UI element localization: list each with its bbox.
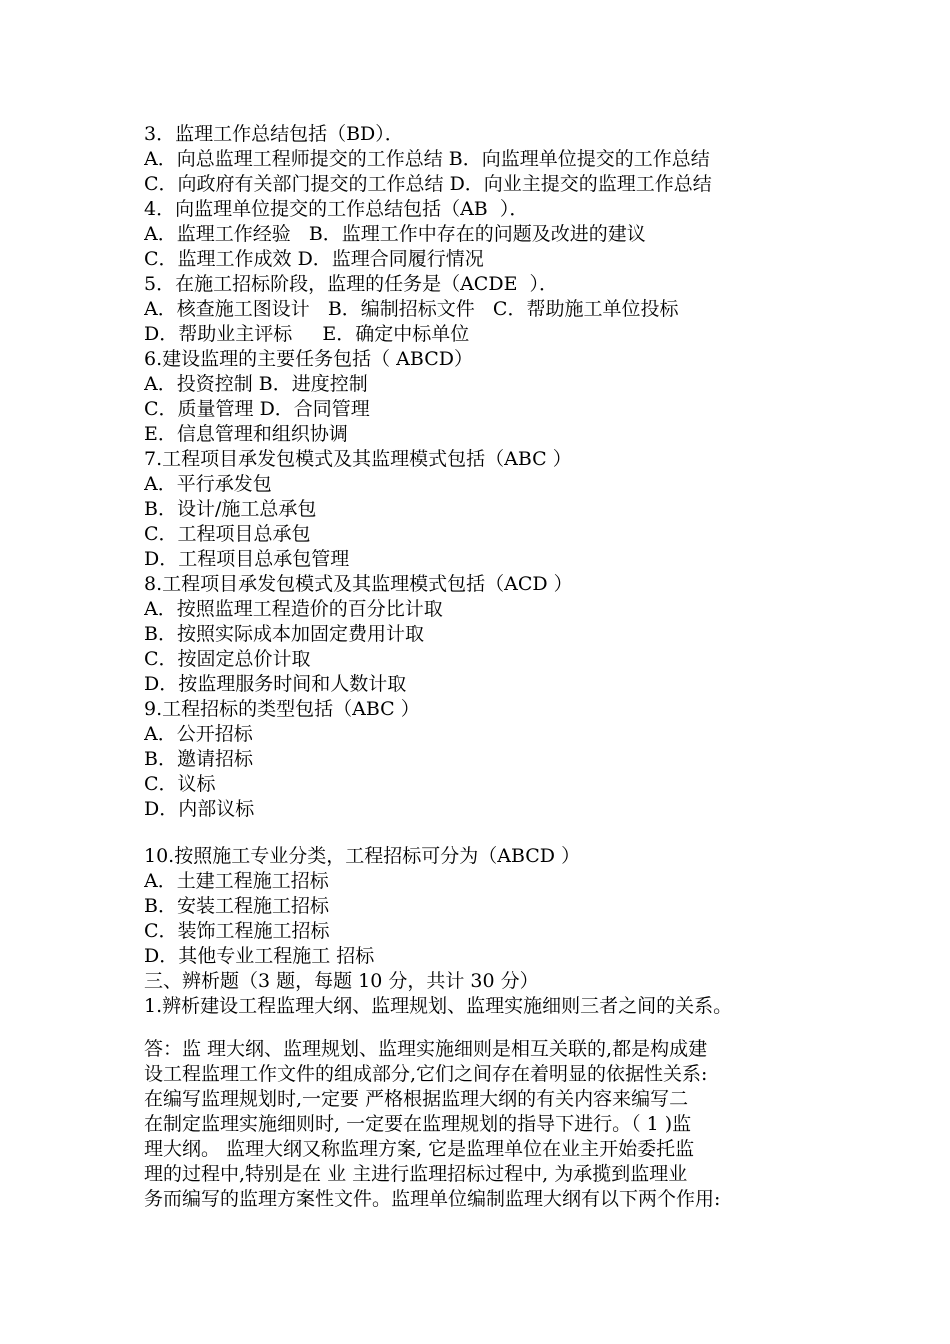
text-line: 8.工程项目承发包模式及其监理模式包括（ACD ） xyxy=(144,573,573,595)
text-line: 设工程监理工作文件的组成部分,它们之间存在着明显的依据性关系: xyxy=(144,1063,708,1085)
text-line: 答：监 理大纲、监理规划、监理实施细则是相互关联的,都是构成建 xyxy=(144,1038,708,1060)
document-page xyxy=(144,122,834,1212)
text-line: 在制定监理实施细则时, 一定要在监理规划的指导下进行。（ 1 )监 xyxy=(144,1113,692,1135)
text-line: B．按照实际成本加固定费用计取 xyxy=(144,623,424,645)
text-line: D．内部议标 xyxy=(144,798,255,820)
text-line: B．设计/施工总承包 xyxy=(144,498,317,520)
text-line: B．邀请招标 xyxy=(144,748,253,770)
blank-line xyxy=(144,1019,834,1037)
text-line: C．议标 xyxy=(144,773,216,795)
text-line: C．向政府有关部门提交的工作总结 D．向业主提交的监理工作总结 xyxy=(144,173,712,195)
text-line: A．土建工程施工招标 xyxy=(144,870,329,892)
text-line: C．工程项目总承包 xyxy=(144,523,311,545)
question-10-and-section-three xyxy=(144,844,834,1019)
text-line: 6.建设监理的主要任务包括（ ABCD） xyxy=(144,348,473,370)
text-line: 务而编写的监理方案性文件。监理单位编制监理大纲有以下两个作用: xyxy=(144,1188,721,1210)
text-line: 10.按照施工专业分类，工程招标可分为（ABCD ） xyxy=(144,845,581,867)
text-line: C．质量管理 D．合同管理 xyxy=(144,398,370,420)
text-line: 在编写监理规划时,一定要 严格根据监理大纲的有关内容来编写二 xyxy=(144,1088,689,1110)
text-line: D．其他专业工程施工 招标 xyxy=(144,945,375,967)
answer-paragraph xyxy=(144,1037,834,1212)
text-line: C．按固定总价计取 xyxy=(144,648,311,670)
text-line: D．工程项目总承包管理 xyxy=(144,548,350,570)
text-line: 9.工程招标的类型包括（ABC ） xyxy=(144,698,420,720)
text-line: A．监理工作经验 B．监理工作中存在的问题及改进的建议 xyxy=(144,223,646,245)
section-heading: 三、辨析题（3 题，每题 10 分，共计 30 分） xyxy=(144,970,539,992)
text-line: D．按监理服务时间和人数计取 xyxy=(144,673,407,695)
choice-questions-block xyxy=(144,122,834,822)
text-line: E．信息管理和组织协调 xyxy=(144,423,348,445)
text-line: 理的过程中,特别是在 业 主进行监理招标过程中, 为承揽到监理业 xyxy=(144,1163,688,1185)
text-line: A．核查施工图设计 B．编制招标文件 C．帮助施工单位投标 xyxy=(144,298,679,320)
text-line: C．监理工作成效 D．监理合同履行情况 xyxy=(144,248,484,270)
text-line: A．平行承发包 xyxy=(144,473,272,495)
text-line: 4．向监理单位提交的工作总结包括（AB ）． xyxy=(144,198,529,220)
text-line: 5．在施工招标阶段，监理的任务是（ACDE ）． xyxy=(144,273,559,295)
text-line: D．帮助业主评标 E．确定中标单位 xyxy=(144,323,470,345)
text-line: A．按照监理工程造价的百分比计取 xyxy=(144,598,443,620)
text-line: A．投资控制 B．进度控制 xyxy=(144,373,368,395)
text-line: 理大纲。 监理大纲又称监理方案, 它是监理单位在业主开始委托监 xyxy=(144,1138,695,1160)
text-line: B．安装工程施工招标 xyxy=(144,895,329,917)
text-line: A．向总监理工程师提交的工作总结 B．向监理单位提交的工作总结 xyxy=(144,148,710,170)
text-line: 7.工程项目承发包模式及其监理模式包括（ABC ） xyxy=(144,448,572,470)
text-line: C．装饰工程施工招标 xyxy=(144,920,330,942)
text-line: A．公开招标 xyxy=(144,723,253,745)
text-line: 3．监理工作总结包括（BD）． xyxy=(144,123,404,145)
blank-line xyxy=(144,822,834,844)
text-line: 1.辨析建设工程监理大纲、监理规划、监理实施细则三者之间的关系。 xyxy=(144,995,733,1017)
